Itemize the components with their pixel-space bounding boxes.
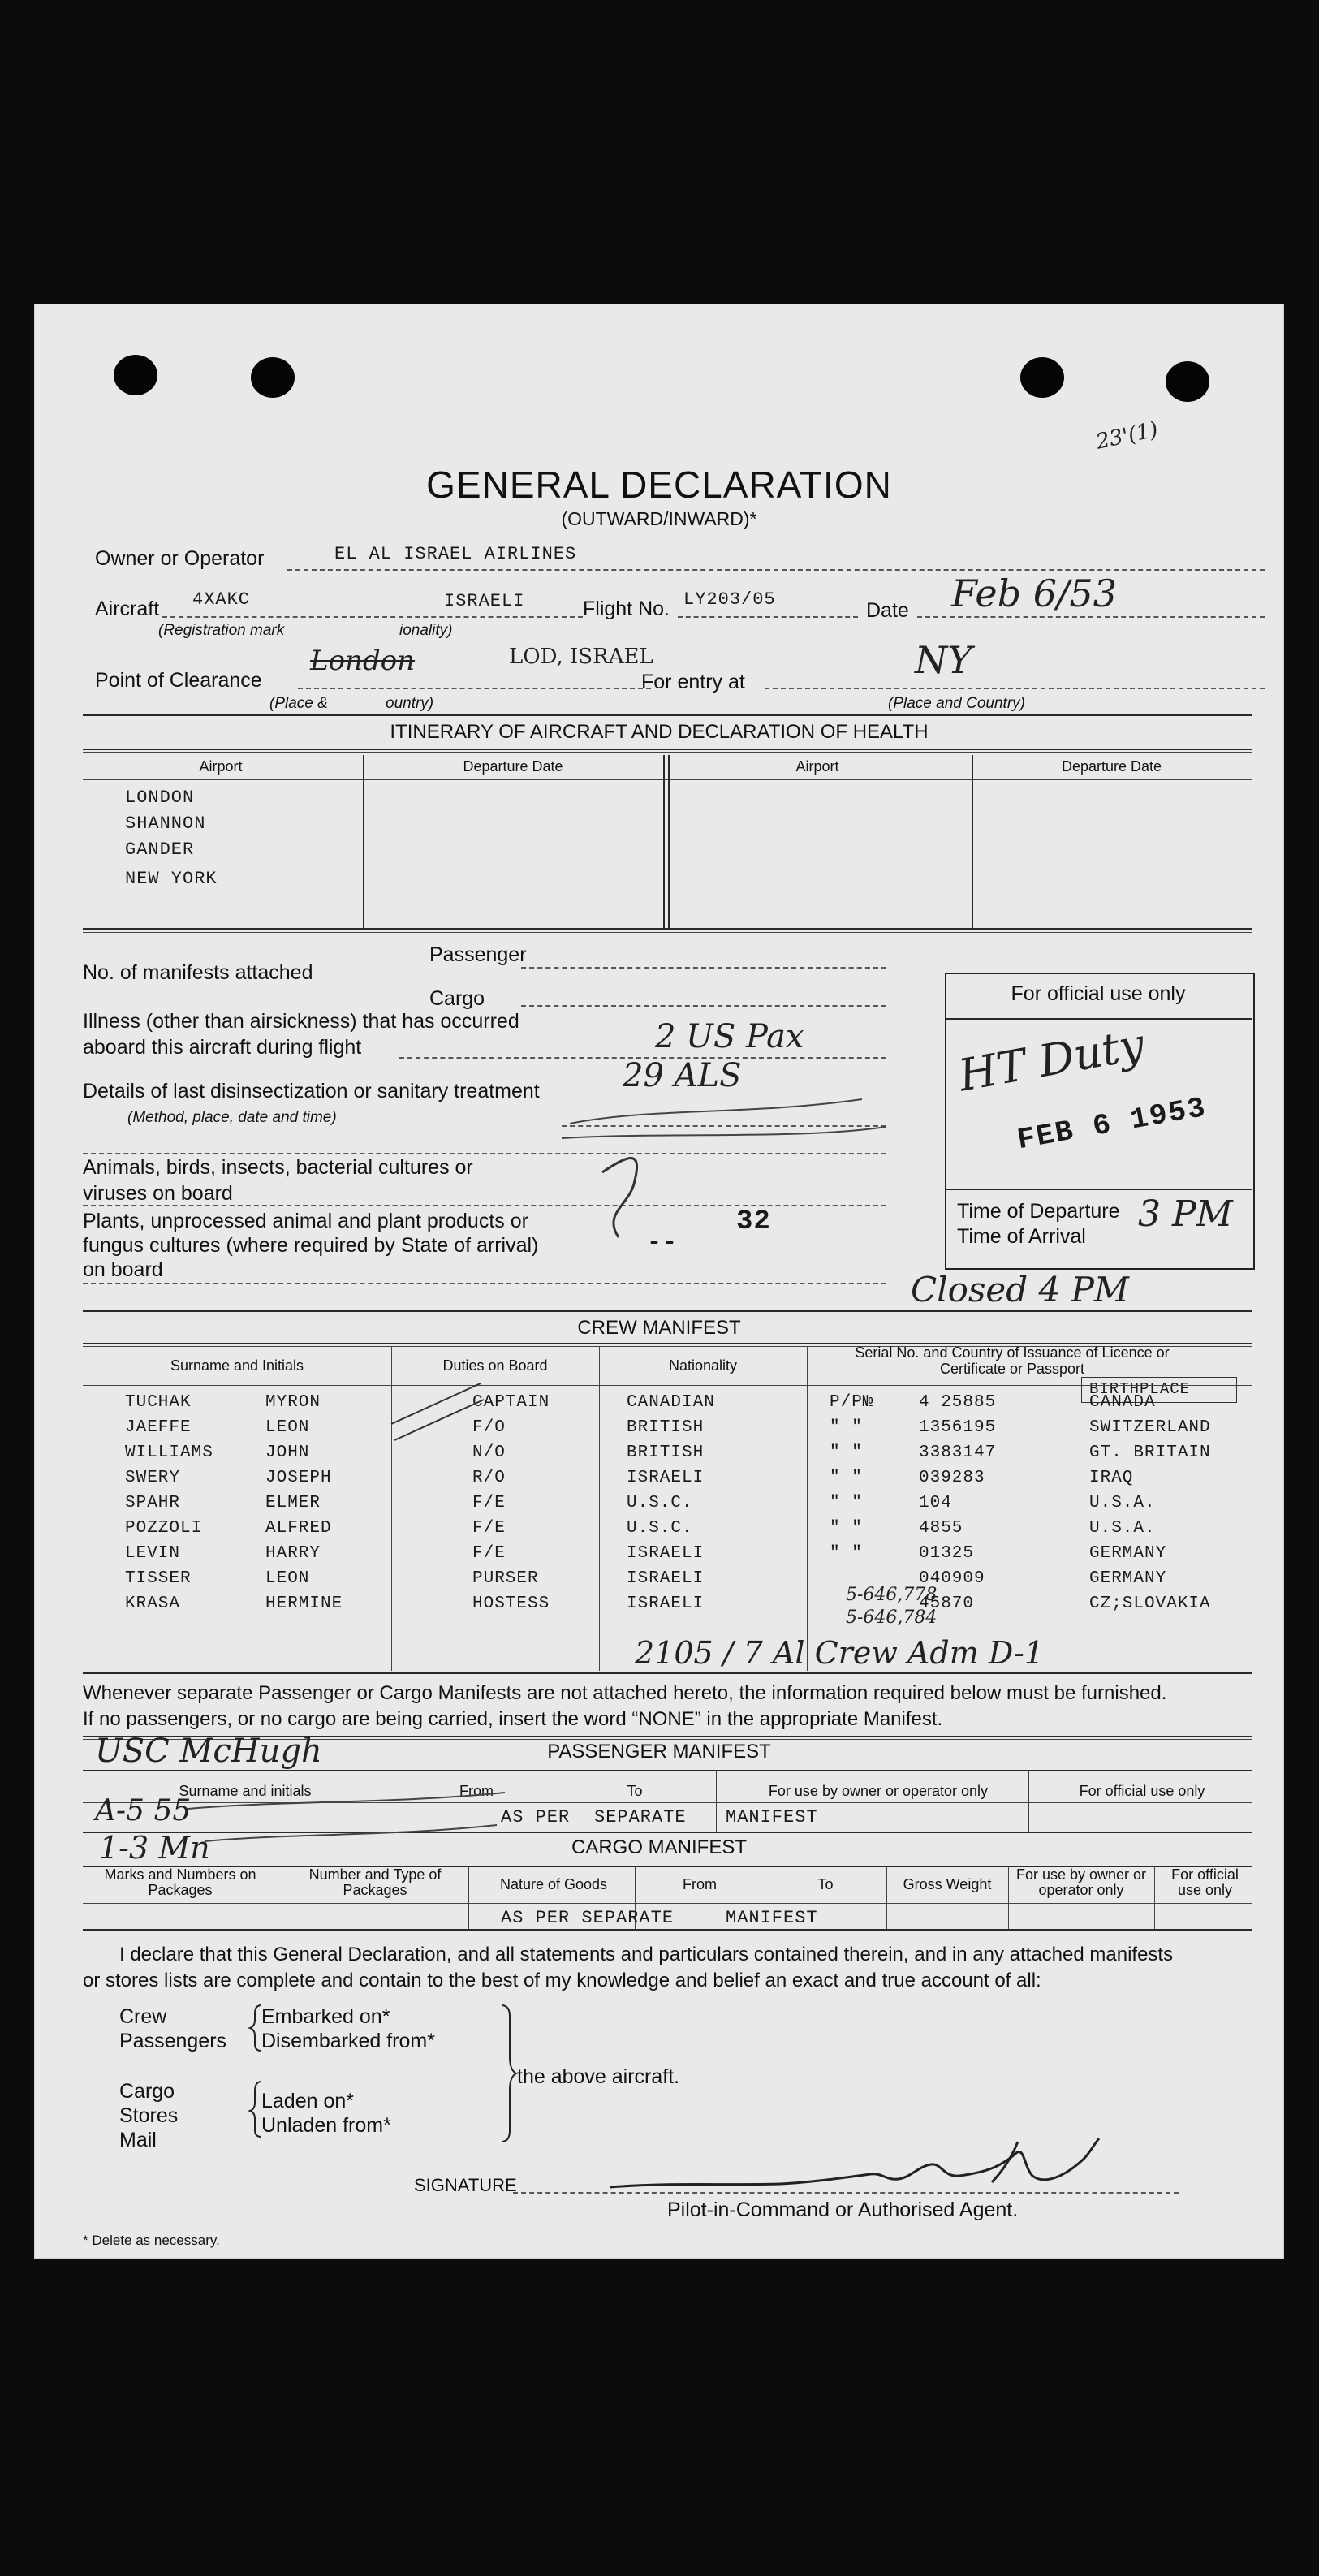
date-label: Date [866,599,909,622]
crew-cell-first: MYRON [265,1393,321,1412]
crew-header: Nationality [668,1357,738,1374]
place-note: (Place and Country) [888,695,1025,712]
crew-cell-first: ELMER [265,1494,321,1512]
crew-cell-duty: HOSTESS [472,1594,550,1613]
crew-cell-surname: KRASA [125,1594,181,1613]
cargo-header: Gross Weight [903,1876,992,1892]
crew-cell-nat: ISRAELI [627,1469,705,1487]
declaration-line: I declare that this General Declaration, and all statements and particulars contained therein, and in any attached manifests [119,1944,1174,1965]
cargo-value: MANIFEST [726,1908,818,1928]
crew-cell-nat: ISRAELI [627,1594,705,1613]
itinerary-airport: GANDER [125,839,195,860]
manifest-cargo: Cargo [429,987,485,1010]
official-hand: HT Duty [955,1018,1149,1102]
pilot-signature [602,2135,1106,2200]
crew-cell-birth: GERMANY [1089,1544,1167,1563]
crew-cell-nat: ISRAELI [627,1544,705,1563]
passenger-value: MANIFEST [726,1807,818,1827]
crew-cell-nat: BRITISH [627,1418,705,1437]
cargo-header: Nature of Goods [499,1876,608,1892]
declaration-laden: Laden on* [261,2090,355,2112]
plants-label: fungus cultures (where required by State of arrival) [83,1234,539,1257]
crew-cell-serial: 1356195 [919,1418,997,1437]
cargo-header: Marks and Numbers on Packages [104,1866,256,1898]
declaration-form [34,304,1284,2259]
crew-cell-surname: WILLIAMS [125,1443,213,1462]
crew-cell-first: LEON [265,1418,310,1437]
signature-label: SIGNATURE [414,2175,517,2195]
crew-cell-serial: 01325 [919,1544,975,1563]
crew-title: CREW MANIFEST [577,1317,741,1339]
crew-cell-surname: LEVIN [125,1544,181,1563]
crew-cell-serial: 039283 [919,1469,985,1487]
cargo-header: To [817,1876,834,1892]
crew-cell-serial: 3383147 [919,1443,997,1462]
crew-cell-duty: CAPTAIN [472,1393,550,1412]
illness-hand: 2 US Pax [655,1018,804,1055]
crew-cell-surname: TUCHAK [125,1393,192,1412]
crew-cell-pre: P/P№ [830,1393,874,1412]
crew-cell-first: ALFRED [265,1519,332,1538]
crew-cell-birth: GERMANY [1089,1569,1167,1588]
crew-cell-serial: 4855 [919,1519,963,1538]
form-title: GENERAL DECLARATION [426,464,892,506]
crew-cell-first: LEON [265,1569,310,1588]
clearance-value: LOD, ISRAEL [509,645,653,669]
itinerary-airport: NEW YORK [125,869,218,889]
owner-label: Owner or Operator [95,547,265,570]
nationality-note: ionality) [399,622,453,639]
declaration-stores: Stores [119,2104,179,2127]
cargo-value: AS PER SEPARATE [501,1908,675,1928]
itinerary-airport: LONDON [125,787,195,808]
declaration-embarked: Embarked on* [261,2005,390,2028]
passenger-value: SEPARATE [594,1807,687,1827]
crew-cell-birth: U.S.A. [1089,1494,1156,1512]
form-subtitle: (OUTWARD/INWARD)* [561,508,757,529]
nationality-value: ISRAELI [444,591,525,611]
crew-cell-surname: JAEFFE [125,1418,192,1437]
animals-label: Animals, birds, insects, bacterial cultures or [83,1156,473,1179]
crew-cell-pre: " " [830,1519,863,1538]
plants-label: on board [83,1258,163,1281]
passenger-value: AS PER [501,1807,571,1827]
crew-cell-pre: " " [830,1544,863,1563]
declaration-unladen: Unladen from* [261,2114,391,2137]
place-note: (Place & [269,695,328,712]
notice-line: Whenever separate Passenger or Cargo Manifests are not attached hereto, the information required below must be furnished. [83,1682,1167,1704]
plants-dash: -- [647,1229,679,1257]
punch-hole [1020,357,1064,398]
passenger-hand: A-5 55 [95,1794,192,1827]
cargo-hand: 1-3 Mn [99,1830,210,1866]
crew-hand-note: 5-646,778 [846,1585,938,1605]
crew-cell-surname: SPAHR [125,1494,181,1512]
disinsect-hand: 29 ALS [623,1057,742,1094]
crew-cell-duty: F/O [472,1418,506,1437]
itinerary-header: Airport [199,758,243,775]
crew-cell-serial: 45870 [919,1594,975,1613]
crew-cell-surname: SWERY [125,1469,181,1487]
footnote: * Delete as necessary. [83,2233,220,2248]
crew-cell-pre: " " [830,1494,863,1512]
crew-cell-duty: F/E [472,1494,506,1512]
manifests-label: No. of manifests attached [83,961,313,984]
crew-cell-duty: F/E [472,1519,506,1538]
crew-cell-nat: BRITISH [627,1443,705,1462]
crew-cell-nat: ISRAELI [627,1569,705,1588]
itinerary-airport: SHANNON [125,813,206,834]
passenger-manifest-title: PASSENGER MANIFEST [547,1741,771,1763]
declaration-passengers: Passengers [119,2030,227,2052]
passenger-header: For use by owner or operator only [768,1783,989,1799]
crew-cell-first: HERMINE [265,1594,343,1613]
place-note: ountry) [386,695,434,712]
punch-hole [114,355,157,395]
declaration-disembarked: Disembarked from* [261,2030,435,2052]
crew-cell-duty: F/E [472,1544,506,1563]
itinerary-header: Departure Date [463,758,563,775]
crew-cell-pre: " " [830,1418,863,1437]
flight-value: LY203/05 [683,589,776,610]
disinsect-label: Details of last disinsectization or sanitary treatment [83,1080,540,1102]
crew-cell-first: JOHN [265,1443,310,1462]
crew-cell-first: HARRY [265,1544,321,1563]
clearance-struck: London [310,645,416,677]
crew-cell-birth: SWITZERLAND [1089,1418,1211,1437]
owner-value: EL AL ISRAEL AIRLINES [334,544,577,564]
declaration-mail: Mail [119,2129,157,2151]
aircraft-value: 4XAKC [192,589,251,610]
entry-value: NY [915,638,972,682]
crew-cell-duty: PURSER [472,1569,539,1588]
passenger-count: 32 [736,1206,771,1237]
passenger-hand: USC McHugh [95,1732,322,1770]
manifest-scribble [180,1784,521,1858]
time-arrival: Time of Arrival [957,1225,1086,1248]
time-departure: Time of Departure [957,1200,1120,1223]
disinsect-note: (Method, place, date and time) [127,1109,337,1126]
crew-cell-surname: TISSER [125,1569,192,1588]
crew-cell-pre: " " [830,1443,863,1462]
crew-hand-note: 5-646,784 [846,1607,938,1628]
notice-line: If no passengers, or no cargo are being carried, insert the word “NONE” in the appropriate Manifest. [83,1708,943,1730]
clearance-label: Point of Clearance [95,669,262,692]
crew-cell-serial: 4 25885 [919,1393,997,1412]
illness-label: Illness (other than airsickness) that has occurred [83,1010,519,1033]
illness-label: aboard this aircraft during flight [83,1036,362,1059]
animals-label: viruses on board [83,1182,233,1205]
crew-cell-surname: POZZOLI [125,1519,203,1538]
crew-cell-nat: CANADIAN [627,1393,715,1412]
cargo-header: For official use only [1171,1866,1239,1898]
crew-header: Surname and Initials [170,1357,304,1374]
declaration-cargo: Cargo [119,2080,175,2103]
registration-note: (Registration mark [158,622,285,639]
aircraft-label: Aircraft [95,598,160,620]
cargo-header: From [683,1876,717,1892]
crew-cell-serial: 040909 [919,1569,985,1588]
crew-tick-marks [383,1375,497,1473]
passenger-header: To [627,1783,643,1799]
declaration-crew: Crew [119,2005,167,2028]
passenger-header: For official use only [1079,1783,1205,1799]
crew-header: Duties on Board [442,1357,548,1374]
crew-cell-birth: CZ;SLOVAKIA [1089,1594,1211,1613]
passenger-header: From [459,1783,494,1799]
cargo-header: Number and Type of Packages [308,1866,442,1898]
crew-cell-birth: U.S.A. [1089,1519,1156,1538]
cargo-manifest-title: CARGO MANIFEST [571,1836,747,1858]
itinerary-title: ITINERARY OF AIRCRAFT AND DECLARATION OF HEALTH [390,721,929,743]
time-hand: 3 PM [1138,1193,1233,1235]
declaration-line: or stores lists are complete and contain to the best of my knowledge and belief an exact and true account of all: [83,1970,1041,1991]
flight-label: Flight No. [583,598,670,620]
itinerary-header: Airport [795,758,839,775]
manifest-passenger: Passenger [429,943,527,966]
crew-cell-serial: 104 [919,1494,952,1512]
crew-cell-duty: N/O [472,1443,506,1462]
plants-label: Plants, unprocessed animal and plant products or [83,1210,528,1232]
declaration-braces [245,2000,521,2155]
stamp-number: 23'(1) [1093,417,1161,455]
crew-cell-nat: U.S.C. [627,1519,693,1538]
entry-label: For entry at [641,671,745,693]
crew-cell-duty: R/O [472,1469,506,1487]
crew-cell-first: JOSEPH [265,1469,332,1487]
margin-scribble [554,1051,894,1253]
official-title: For official use only [1011,982,1186,1005]
declaration-above: the above aircraft. [517,2065,680,2088]
cargo-header: For use by owner or operator only [1015,1866,1147,1898]
crew-cell-birth: IRAQ [1089,1469,1134,1487]
itinerary-header: Departure Date [1061,758,1162,775]
crew-cell-birth: GT. BRITAIN [1089,1443,1211,1462]
crew-header: Serial No. and Country of Issuance of Licence or Certificate or Passport [855,1344,1170,1377]
crew-hand-note: 2105 / 7 Al Crew Adm D-1 [635,1635,1045,1671]
date-value: Feb 6/53 [951,572,1117,615]
closed-hand: Closed 4 PM [911,1270,1129,1310]
crew-cell-nat: U.S.C. [627,1494,693,1512]
punch-hole [251,357,295,398]
crew-cell-birth: CANADA [1089,1393,1156,1412]
punch-hole [1166,361,1209,402]
official-stamp-date: FEB 6 1953 [1015,1090,1209,1158]
birthplace-header: BIRTHPLACE [1089,1380,1191,1398]
signer-label: Pilot-in-Command or Authorised Agent. [667,2198,1019,2221]
passenger-header: Surname and initials [179,1783,312,1799]
crew-cell-pre: " " [830,1469,863,1487]
